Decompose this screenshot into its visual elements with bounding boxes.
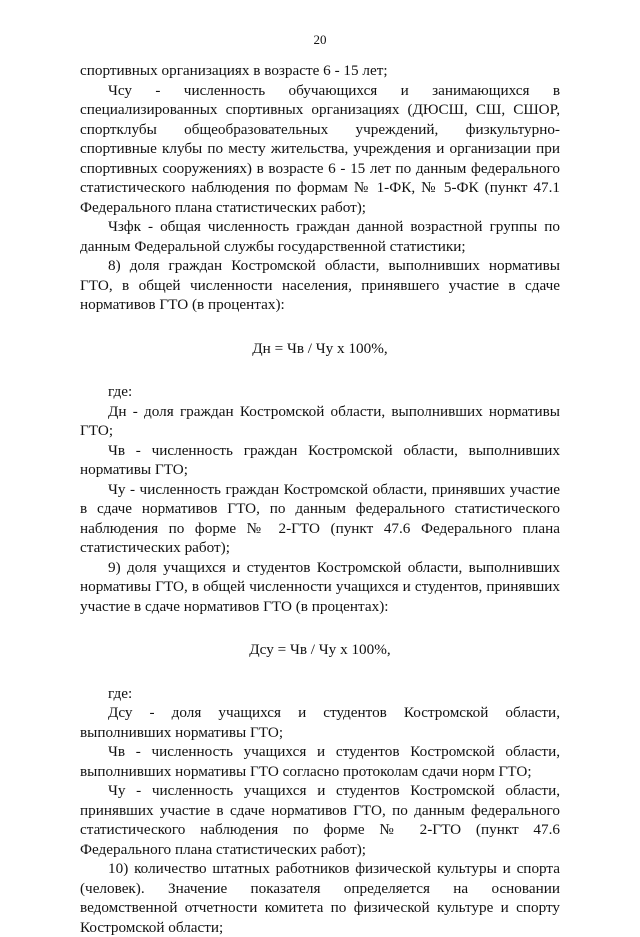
formula-where-label: где: <box>108 684 133 702</box>
paragraph: 8) доля граждан Костромской области, выполнивших нормативы ГТО, в общей численности населения, принявшего участие в сдаче нормативов ГТО (в процентах): <box>80 257 560 313</box>
document-body <box>80 61 560 937</box>
paragraph: Чу - численность граждан Костромской области, принявших участие в сдаче нормативов ГТО, по данным федерального статистического наблюдения по форме № 2-ГТО (пункт 47.6 Федерального плана статистических работ); <box>80 480 560 556</box>
paragraph: Чсу - численность обучающихся и занимающихся в специализированных спортивных организациях (ДЮСШ, СШ, СШОР, спортклубы общеобразовательных учреждений, физкультурно-спортивные клубы по месту жительства, учреждения и организации при спортивных сооружениях) в возрасте 6 - 15 лет по данным федерального статистического наблюдения по формам № 1-ФК, № 5-ФК (пункт 47.1 Федерального плана статистических работ); <box>80 81 560 216</box>
paragraph: 9) доля учащихся и студентов Костромской области, выполнивших нормативы ГТО, в общей численности учащихся и студентов, принявших участие в сдаче нормативов ГТО (в процентах): <box>80 558 560 615</box>
paragraph: Дсу - доля учащихся и студентов Костромской области, выполнивших нормативы ГТО; <box>80 704 560 741</box>
page-number: 20 <box>313 32 327 47</box>
paragraph: Дн - доля граждан Костромской области, выполнивших нормативы ГТО; <box>80 402 560 439</box>
paragraph: спортивных организациях в возрасте 6 - 15 лет; <box>80 62 388 79</box>
paragraph: Чв - численность учащихся и студентов Костромской области, выполнивших нормативы ГТО согласно протоколам сдачи норм ГТО; <box>80 743 560 780</box>
formula-where-label: где: <box>108 383 133 400</box>
paragraph: Чзфк - общая численность граждан данной возрастной группы по данным Федеральной службы государственной статистики; <box>80 218 560 255</box>
formula-dsu: Дсу = Чв / Чу х 100%, <box>249 641 391 658</box>
paragraph: Чу - численность учащихся и студентов Костромской области, принявших участие в сдаче нормативов ГТО, по данным федерального статистического наблюдения по форме № 2-ГТО (пункт 47.6 Федерального плана статистических работ); <box>80 782 560 858</box>
paragraph: 10) количество штатных работников физической культуры и спорта (человек). Значение показателя определяется на основании ведомственной отчетности комитета по физической культуре и спорту Костромской области; <box>80 860 560 936</box>
formula-dn: Дн = Чв / Чу х 100%, <box>252 339 388 357</box>
paragraph: Чв - численность граждан Костромской области, выполнивших нормативы ГТО; <box>80 441 560 478</box>
